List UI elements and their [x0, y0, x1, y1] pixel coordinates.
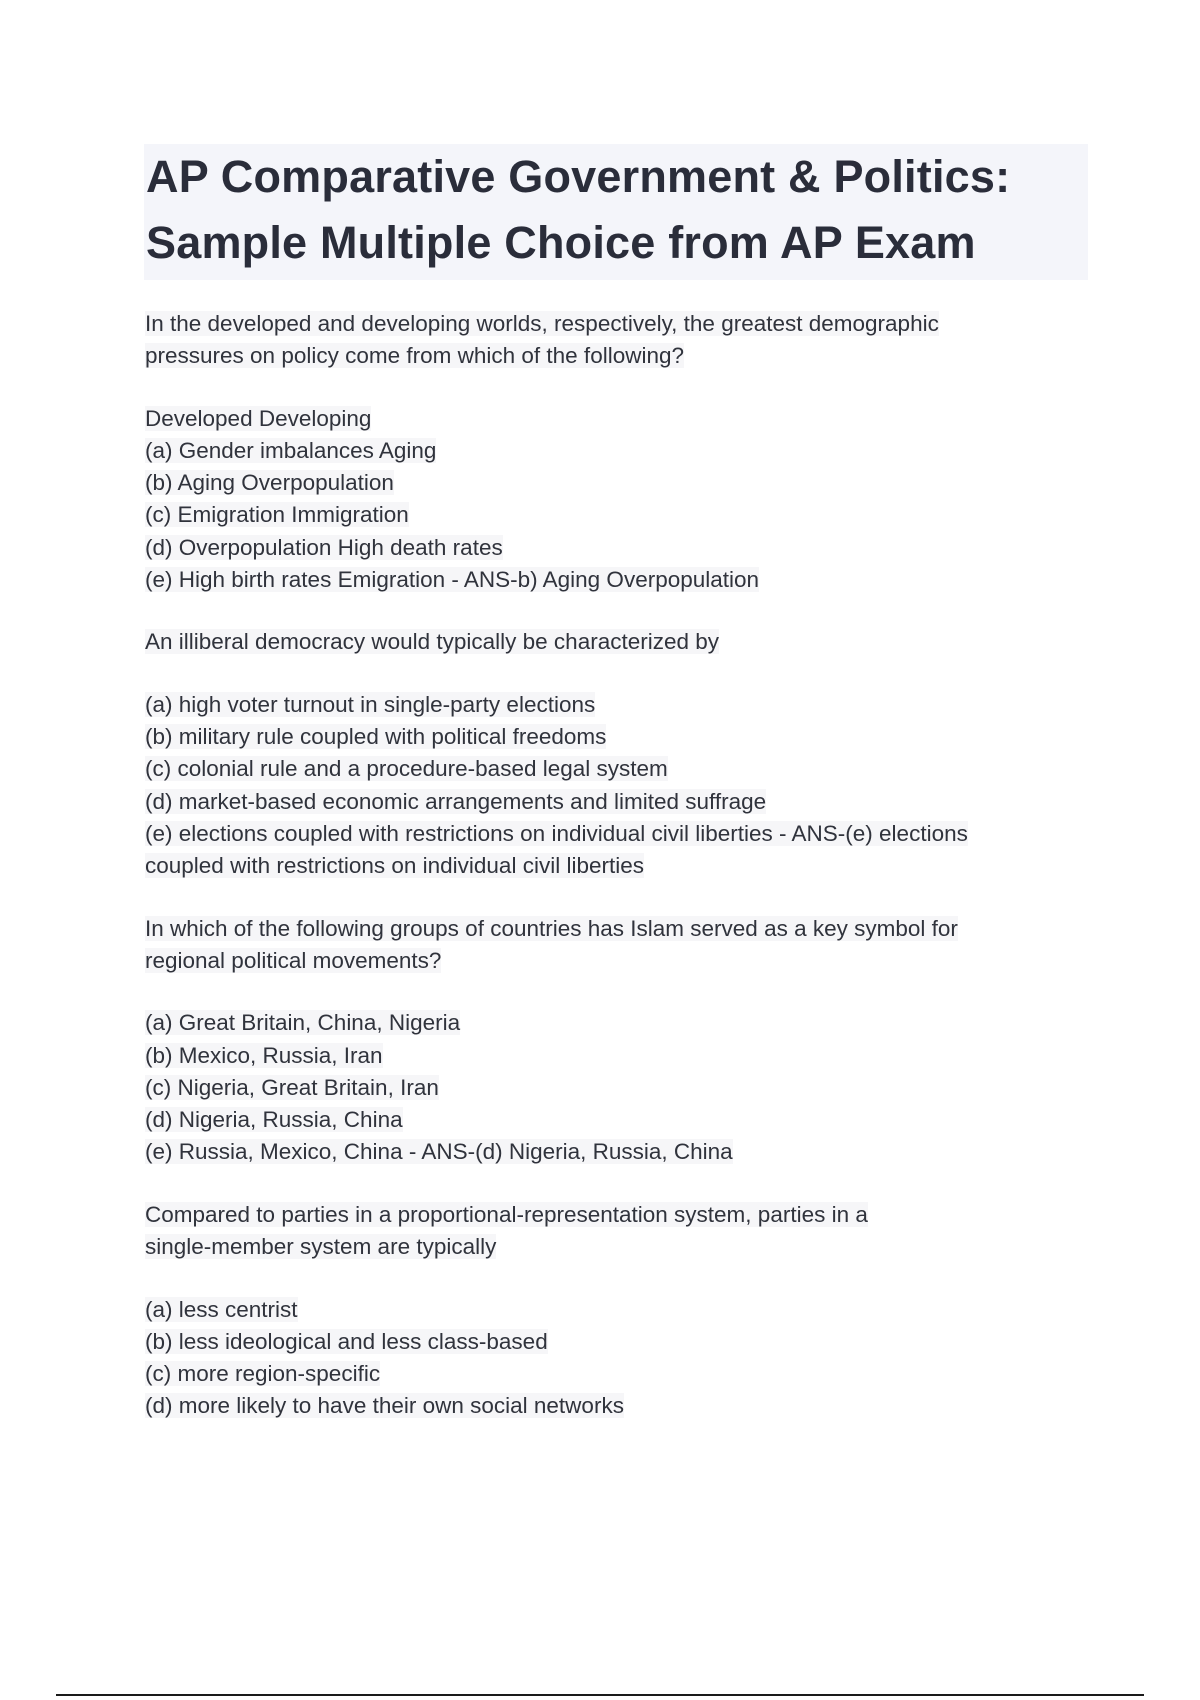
question-stem-line: In the developed and developing worlds, respectively, the greatest demographic [145, 311, 939, 336]
question-stem-line: pressures on policy come from which of the following? [145, 343, 685, 369]
answer-option: (b) less ideological and less class-based [145, 1328, 548, 1354]
answer-option: (a) Great Britain, China, Nigeria [145, 1010, 461, 1036]
answer-option: (b) Mexico, Russia, Iran [145, 1042, 383, 1068]
answer-option: (e) elections coupled with restrictions on individual civil liberties - ANS-(e) elections [145, 820, 968, 846]
answer-option: (a) less centrist [145, 1296, 298, 1322]
page-bottom-rule [56, 1694, 1144, 1696]
question-stem-line: In which of the following groups of countries has Islam served as a key symbol for [145, 915, 958, 941]
answer-option: (a) high voter turnout in single-party elections [145, 692, 596, 717]
answer-option: (b) military rule coupled with political freedoms [145, 724, 607, 750]
answer-option: (e) Russia, Mexico, China - ANS-(d) Nigeria, Russia, China [145, 1139, 733, 1165]
answer-option: (e) High birth rates Emigration - ANS-b) Aging Overpopulation [145, 566, 760, 592]
answer-option: (c) Nigeria, Great Britain, Iran [145, 1074, 439, 1100]
page-title-line-2: Sample Multiple Choice from AP Exam [146, 217, 976, 268]
question-2 [145, 626, 1085, 882]
answer-option: (d) more likely to have their own social networks [145, 1393, 624, 1419]
answer-option: (c) more region-specific [145, 1361, 381, 1387]
question-stem-line: single-member system are typically [145, 1234, 497, 1260]
question-stem-line: An illiberal democracy would typically be characterized by [145, 629, 720, 655]
answer-option: (a) Gender imbalances Aging [145, 438, 437, 463]
title-block [144, 144, 1088, 280]
answer-option: (d) Nigeria, Russia, China [145, 1107, 403, 1133]
answer-option: (b) Aging Overpopulation [145, 470, 394, 496]
answer-option: (c) colonial rule and a procedure-based legal system [145, 756, 668, 782]
question-4 [145, 1199, 1085, 1423]
answer-table-header: Developed Developing [145, 405, 372, 431]
page-title-line-1: AP Comparative Government & Politics: [146, 151, 1011, 202]
answer-option: (d) market-based economic arrangements and limited suffrage [145, 788, 767, 814]
answer-option: coupled with restrictions on individual civil liberties [145, 853, 644, 879]
question-stem-line: Compared to parties in a proportional-representation system, parties in a [145, 1201, 868, 1227]
answer-option: (c) Emigration Immigration [145, 502, 409, 528]
question-1 [145, 308, 1085, 596]
question-list [145, 308, 1085, 1422]
question-stem-line: regional political movements? [145, 947, 442, 973]
question-3 [145, 913, 1085, 1169]
answer-option: (d) Overpopulation High death rates [145, 534, 503, 560]
